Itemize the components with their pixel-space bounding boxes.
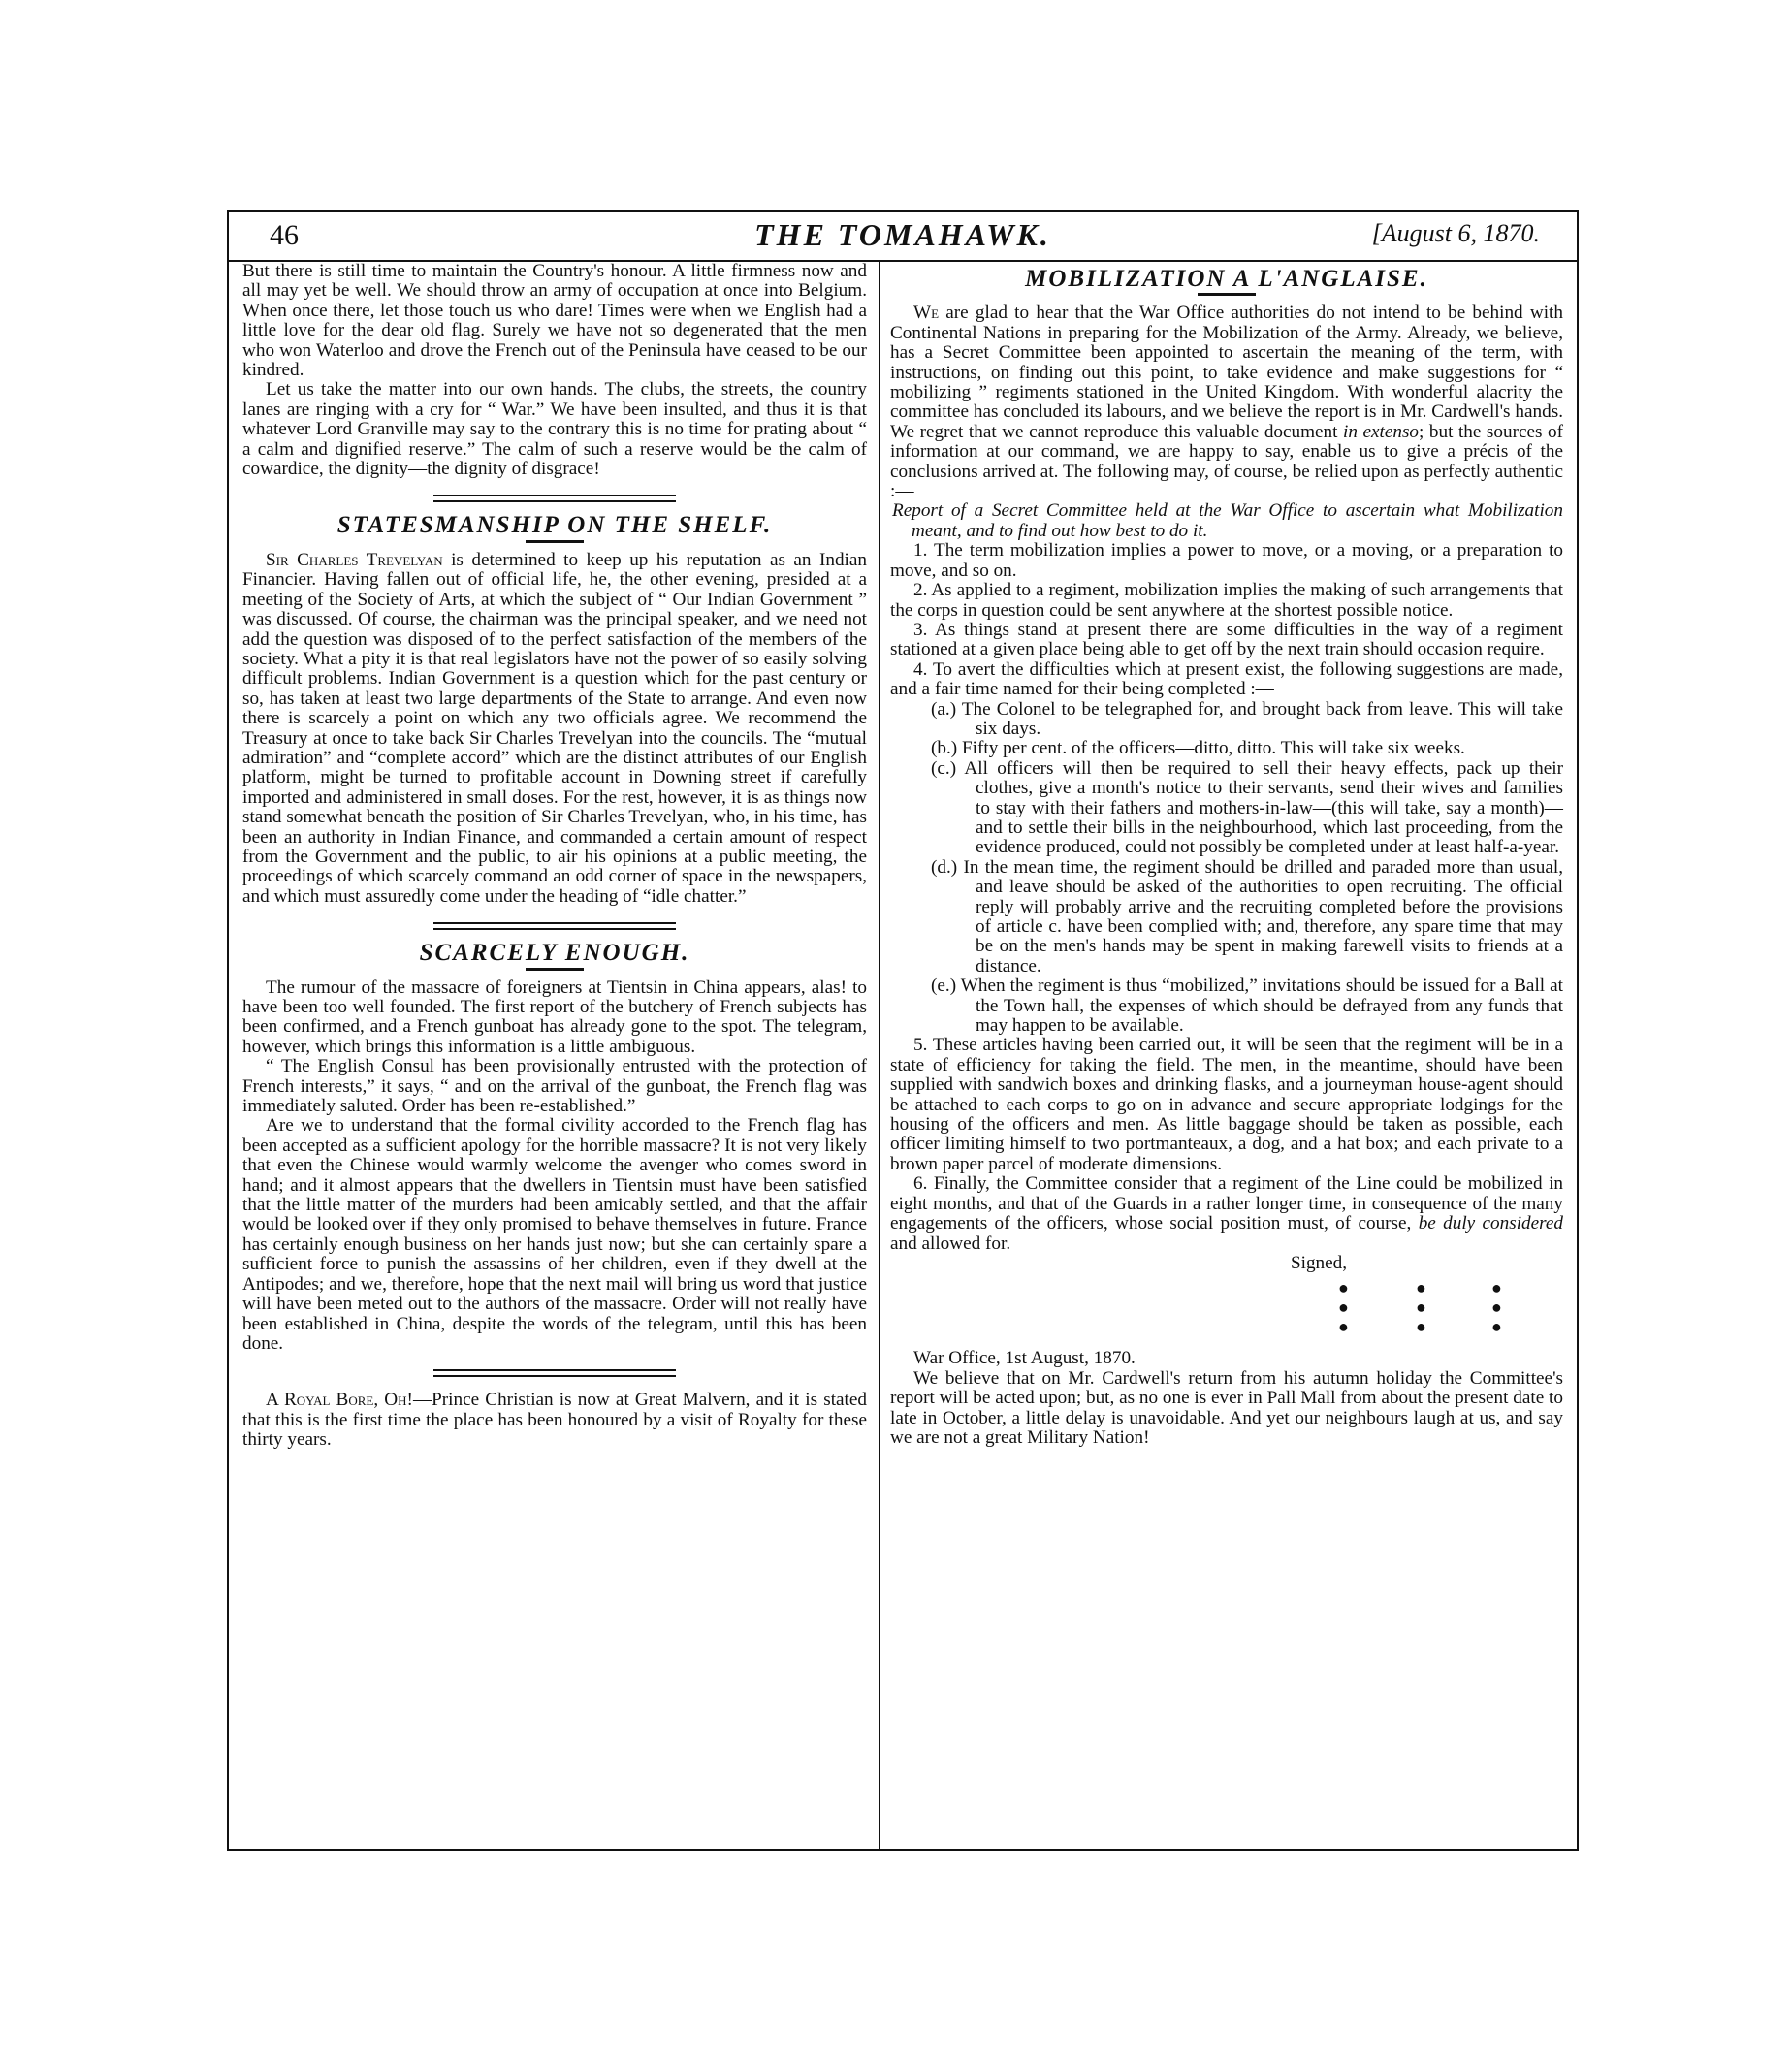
paragraph-body: 6. Finally, the Committee consider that a regiment of the Line could be mobilized in eight months, and that of the Guards in a rather longer time, in consequence of the many engagements of the officers, whose social position must, of course, <box>890 1173 1563 1234</box>
signature-line: Signed, <box>1290 1252 1348 1273</box>
article-paragraph: But there is still time to maintain the Country's honour. A little firmness now and all may yet be well. We should throw an army of occupation at once into Belgium. When once there, let those touch us who dare! Times were when we English had a little love for the dear old flag. Surely we have not so degenerated that the men who won Waterloo and drove the French out of the Peninsula have ceased to be our kindred. <box>242 261 867 381</box>
report-subitem <box>890 759 1563 858</box>
asterisk-mark: ● <box>1416 1317 1426 1337</box>
article-paragraph: We believe that on Mr. Cardwell's return from his autumn holiday the Committee's report will be acted upon; but, as no one is ever in Pall Mall from about the present date to late in October, a little delay is unavoidable. And yet our neighbours laugh at us, and say we are not a great Military Nation! <box>890 1367 1563 1448</box>
asterisk-mark: ● <box>1338 1297 1349 1318</box>
report-item: 2. As applied to a regiment, mobilization implies the making of such arrangements that the corps in question could be sent anywhere at the shortest possible notice. <box>890 580 1563 621</box>
subitem-label: (c.) <box>931 757 957 779</box>
paragraph-body: is determined to keep up his reputation as an Indian Financier. Having fallen out of official life, he, the other evening, presided at a meeting of the Society of Arts, at which the subject of “ Our Indian Government ” was discussed. Of course, the chairman was the principal speaker, and we need not add the question was disposed of to the perfect satisfaction of the members of the society. What a pity it is that real legislators have not the power of so easily solving difficult problems. Indian Government is a question which for the past century or so, has taken at least two large departments of the State to arrange. And even now there is scarcely a point on which any two officials agree. We recommend the Treasury at once to take back Sir Charles Trevelyan into the councils. The “mutual admiration” and “complete accord” which are the distinct attributes of our English platform, might be turned to profitable account in Downing street if carefully imported and administered in small doses. For the rest, however, it is as things now stand somewhat beneath the position of Sir Charles Trevelyan, who, in his time, has been an authority in Indian Finance, and commanded a certain amount of respect from the Government and the public, to air his opinions at a public meeting, the proceedings of which scarcely command an odd corner of space in the newspapers, and which must assuredly come under the heading of “idle chatter.” <box>242 549 867 907</box>
dateline: War Office, 1st August, 1870. <box>913 1348 1136 1369</box>
article-paragraph <box>242 1391 867 1450</box>
section-divider <box>433 922 676 930</box>
page-header <box>227 219 1579 258</box>
article-paragraph: “ The English Consul has been provisionally entrusted with the protection of French interests,” it says, “ and on the arrival of the gunboat, the French flag was immediately saluted. Order has been re-established.” <box>242 1056 867 1117</box>
article-heading-scarcely: SCARCELY ENOUGH. <box>419 940 690 967</box>
asterisk-mark: ● <box>1338 1278 1349 1298</box>
asterisk-mark: ● <box>1416 1278 1426 1298</box>
asterisk-mark: ● <box>1338 1317 1349 1337</box>
column-rule <box>879 260 880 1850</box>
report-subitem <box>890 739 1563 758</box>
section-divider <box>433 495 676 502</box>
left-column <box>242 262 867 1451</box>
heading-dash <box>526 540 584 543</box>
asterisk-mark: ● <box>1491 1278 1502 1298</box>
heading-dash <box>1198 293 1256 296</box>
article-heading-mobilization: MOBILIZATION A L'ANGLAISE. <box>1025 266 1428 292</box>
report-item: 4. To avert the difficulties which at present exist, the following suggestions are made, and a fair time named for their being completed :— <box>890 658 1563 700</box>
section-divider <box>433 1369 676 1377</box>
asterisk-mark: ● <box>1491 1297 1502 1318</box>
signature-asterisks <box>890 1277 1563 1335</box>
article-paragraph <box>890 304 1563 501</box>
paragraph-body: ; but the sources of information at our command, we are happy to say, enable us to give a précis of the conclusions arrived at. The following may, of course, be relied upon as perfectly authentic :— <box>890 421 1563 502</box>
masthead-title: THE TOMAHAWK. <box>754 217 1051 252</box>
heading-dash <box>526 968 584 971</box>
report-item <box>890 1174 1563 1254</box>
article-heading-statesmanship: STATESMANSHIP ON THE SHELF. <box>336 512 773 539</box>
asterisk-mark: ● <box>1491 1317 1502 1337</box>
report-subitem <box>890 700 1563 740</box>
lead-in: We <box>913 303 940 324</box>
article-paragraph: Let us take the matter into our own hands. The clubs, the streets, the country lanes are ringing with a cry for “ War.” We have been insulted, and thus it is that whatever Lord Granville may say to the contrary this is no time for prating about “ a calm and dignified reserve.” The calm of such a reserve would be the calm of cowardice, the dignity—the dignity of disgrace! <box>242 379 867 480</box>
article-paragraph <box>242 551 867 907</box>
report-item: 1. The term mobilization implies a power to move, or a moving, or a preparation to move, and so on. <box>890 540 1563 581</box>
page-number: 46 <box>270 219 299 251</box>
lead-in: Sir Charles Trevelyan <box>266 549 443 570</box>
paragraph-body: —Prince Christian is now at Great Malvern, and it is stated that this is the first time the place has been honoured by a visit of Royalty for these thirty years. <box>242 1390 867 1451</box>
lead-in: A Royal Bore, Oh! <box>266 1390 413 1411</box>
report-title: Report of a Secret Committee held at the War Office to ascertain what Mobilization meant, and to find out how best to do it. <box>892 500 1563 541</box>
paragraph-body: are glad to hear that the War Office authorities do not intend to be behind with Continental Nations in preparing for the Mobilization of the Army. Already, we believe, has a Secret Committee been appointed to ascertain the meaning of the term, with instructions, on finding out this point, to take evidence and make suggestions for “ mobilizing ” regiments stationed in the United Kingdom. With wonderful alacrity the committee has concluded its labours, and we believe the report is in Mr. Cardwell's hands. We regret that we cannot reproduce this valuable document <box>890 303 1563 442</box>
report-subitem <box>890 858 1563 977</box>
article-paragraph: The rumour of the massacre of foreigners at Tientsin in China appears, alas! to have been too well founded. The first report of the butchery of French subjects has been confirmed, and a French gunboat has already gone to the spot. The telegram, however, which brings this information is a little ambiguous. <box>242 977 867 1057</box>
subitem-label: (b.) <box>931 738 958 759</box>
subitem-text: When the regiment is thus “mobilized,” invitations should be issued for a Ball at the Town hall, the expenses of which should be defrayed from any funds that may happen to be available. <box>960 976 1563 1037</box>
italic-phrase: be duly considered <box>1418 1213 1564 1234</box>
subitem-label: (e.) <box>931 976 957 997</box>
subitem-label: (d.) <box>931 856 958 878</box>
subitem-text: In the mean time, the regiment should be drilled and paraded more than usual, and leave should be asked of the authorities to open recruiting. The official reply will probably arrive and the recruiting completed before the provisions of article c. have been complied with; and, therefore, any spare time that may be on the men's hands may be spent in making farewell visits to friends at a distance. <box>963 856 1563 977</box>
asterisk-mark: ● <box>1416 1297 1426 1318</box>
report-subitem <box>890 977 1563 1036</box>
subitem-text: Fifty per cent. of the officers—ditto, ditto. This will take six weeks. <box>961 738 1465 759</box>
subitem-text: The Colonel to be telegraphed for, and brought back from leave. This will take six days. <box>961 698 1563 739</box>
subitem-text: All officers will then be required to sell their heavy effects, pack up their clothes, give a month's notice to their servants, send their wives and families to stay with their fathers and mothers-in-law—(this will take, say a month)—and to settle their bills in the neighbourhood, which last proceeding, from the evidence produced, could not possibly be completed under at least half-a-year. <box>964 757 1563 858</box>
subitem-label: (a.) <box>931 698 957 720</box>
article-paragraph: Are we to understand that the formal civility accorded to the French flag has been accepted as a sufficient apology for the horrible massacre? It is not very likely that even the Chinese would warmly welcome the avenger who comes sword in hand; and it almost appears that the dwellers in Tientsin must have been satisfied that the little matter of the murders had been amicably settled, and that the affair would be looked over if they only promised to behave themselves in future. France has certainly enough business on her hands just now; but she can certainly spare a sufficient force to punish the assassins of her children, even if they dwell at the Antipodes; and we, therefore, hope that the next mail will bring us word that justice will have been meted out to the authors of the massacre. Order will not really have been established in China, despite the words of the telegram, until this has been done. <box>242 1115 867 1354</box>
italic-phrase: in extenso <box>1343 421 1420 442</box>
paragraph-body: and allowed for. <box>890 1233 1011 1254</box>
report-item: 3. As things stand at present there are some difficulties in the way of a regiment stationed at a given place being able to get off by the next train should occasion require. <box>890 619 1563 660</box>
report-item: 5. These articles having been carried out, it will be seen that the regiment will be in a state of efficiency for taking the field. The men, in the meantime, should have been supplied with sandwich boxes and drinking flasks, and a journeyman house-agent should be attached to each corps to go on in advance and secure appropriate lodgings for the housing of the officers and men. As little baggage should be taken as possible, each officer limiting himself to two portmanteaux, a dog, and a hat box; and each private to a brown paper parcel of moderate dimensions. <box>890 1035 1563 1174</box>
right-column <box>890 262 1563 1448</box>
issue-date: [August 6, 1870. <box>1371 219 1540 247</box>
